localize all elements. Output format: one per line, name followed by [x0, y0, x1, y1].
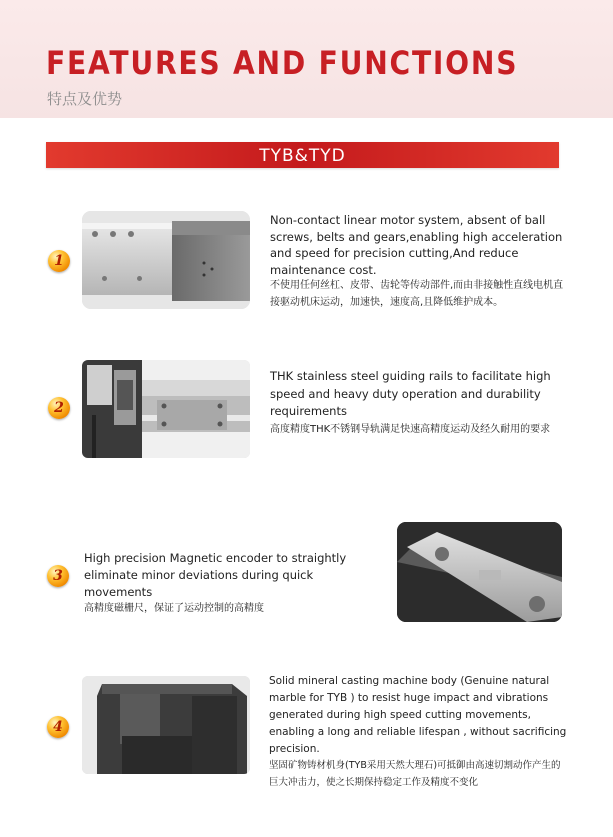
feature-2-text: [270, 368, 565, 438]
magnetic-encoder-icon: [397, 522, 562, 622]
linear-motor-photo: [82, 211, 250, 309]
feature-1-en: Non-contact linear motor system, absent of ball screws, belts and gears,enabling high acceleration and speed for precision cutting,And reduce maintenance cost.: [270, 213, 563, 277]
number-badge-1: 1: [48, 250, 70, 272]
feature-2-cn: 高度精度THK不锈钢导轨满足快速高精度运动及经久耐用的要求: [270, 423, 551, 435]
number-badge-4: 4: [47, 716, 69, 738]
feature-2-en: THK stainless steel guiding rails to facilitate high speed and heavy duty operation and durability requirements: [270, 369, 551, 418]
magnetic-encoder-photo: [397, 522, 562, 622]
feature-3-cn: 高精度磁栅尺，保证了运动控制的高精度: [84, 603, 264, 614]
feature-3-text: [84, 550, 374, 618]
feature-1-cn: 不使用任何丝杠、皮带、齿轮等传动部件,而由非接触性直线电机直接驱动机床运动，加速快，速度高,且降低维护成本。: [270, 280, 564, 308]
section-title: TYB&TYD: [259, 146, 346, 166]
section-banner: [46, 142, 559, 168]
guide-rail-icon: [82, 360, 250, 458]
guide-rail-photo: [82, 360, 250, 458]
page-subtitle: 特点及优势: [47, 90, 123, 108]
linear-motor-icon: [82, 211, 250, 309]
feature-1-text: [270, 212, 570, 311]
feature-3-en: High precision Magnetic encoder to straightly eliminate minor deviations during quick movements: [84, 551, 347, 599]
mineral-casting-photo: [82, 676, 250, 774]
feature-4-en: Solid mineral casting machine body (Genuine natural marble for TYB ) to resist huge impact and vibrations generated during high speed cutting movements, enabling a long and reliable lifespan , without sacrificing precision.: [269, 675, 567, 755]
feature-4-cn: 坚固矿物铸材机身(TYB采用天然大理石)可抵御由高速切割动作产生的巨大冲击力，使之长期保持稳定工作及精度不变化: [269, 760, 561, 788]
page-title: FEATURES AND FUNCTIONS: [46, 44, 519, 82]
number-badge-3: 3: [47, 565, 69, 587]
number-badge-2: 2: [48, 397, 70, 419]
feature-4-text: [269, 673, 569, 791]
mineral-casting-icon: [82, 676, 250, 774]
